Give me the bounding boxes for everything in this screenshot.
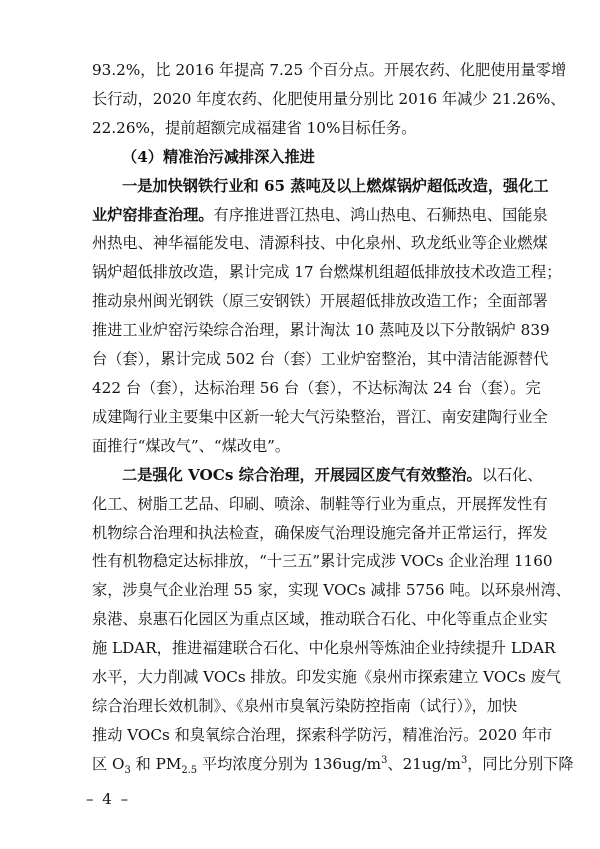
text-line <box>92 750 574 779</box>
text-line: 22.26%，提前超额完成福建省 10%目标任务。 <box>92 118 417 137</box>
subscript: 2.5 <box>181 764 198 776</box>
text-line: 泉港、泉惠石化园区为重点区域，推动联合石化、中化等重点企业实 <box>92 610 548 629</box>
text-line: 推动泉州闽光钢铁（原三安钢铁）开展超低排放改造工作；全面部署 <box>92 292 548 311</box>
text-span: 、21ug/m <box>387 754 461 773</box>
text-line: 机物综合治理和执法检查，确保废气治理设施完备并正常运行，挥发 <box>92 523 548 542</box>
text-line: 化工、树脂工艺品、印刷、喷涂、制鞋等行业为重点，开展挥发性有 <box>92 494 548 513</box>
text-line: 锅炉超低排放改造，累计完成 17 台燃煤机组超低排放技术改造工程； <box>92 263 562 282</box>
text-span: 有序推进晋江热电、鸿山热电、石狮热电、国能泉 <box>213 205 548 224</box>
page-body <box>92 56 574 779</box>
text-line: 推进工业炉窑污染综合治理，累计淘汰 10 蒸吨及以下分散锅炉 839 <box>92 321 550 340</box>
bold-lead: 一是加快钢铁行业和 65 蒸吨及以上燃煤锅炉超低改造，强化工 <box>122 176 549 195</box>
superscript: 3 <box>381 754 388 766</box>
text-line: 州热电、神华福能发电、清源科技、中化泉州、玖龙纸业等企业燃煤 <box>92 234 548 253</box>
text-line <box>92 172 549 201</box>
subscript: 3 <box>124 764 131 776</box>
text-line: 施 LDAR，推进福建联合石化、中化泉州等炼油企业持续提升 LDAR <box>92 639 556 658</box>
superscript: 3 <box>460 754 468 766</box>
text-line: 93.2%，比 2016 年提高 7.25 个百分点。开展农药、化肥使用量零增 <box>92 61 567 79</box>
bold-lead: 业炉窑排查治理。 <box>92 205 214 224</box>
text-line: 综合治理长效机制》、《泉州市臭氧污染防控指南（试行）》，加快 <box>92 696 518 715</box>
text-line: 面推行“煤改气”、“煤改电”。 <box>92 436 291 455</box>
text-line: 推动 VOCs 和臭氧综合治理，探索科学防污，精准治污。2020 年市 <box>92 725 553 744</box>
text-line: 成建陶行业主要集中区新一轮大气污染整治，晋江、南安建陶行业全 <box>92 407 548 426</box>
text-span: ，同比分别下降 <box>467 754 574 773</box>
text-line <box>92 201 548 230</box>
text-line: 长行动，2020 年度农药、化肥使用量分别比 2016 年减少 21.26%、 <box>92 89 566 108</box>
text-span: 以石化、 <box>481 465 543 484</box>
section-heading: （4）精准治污减排深入推进 <box>122 147 315 166</box>
text-span: 平均浓度分别为 136ug/m <box>197 754 382 773</box>
bold-lead: 二是强化 VOCs 综合治理，开展园区废气有效整治。 <box>122 465 482 484</box>
text-span: 和 PM <box>130 754 182 773</box>
text-span: 区 O <box>92 754 125 773</box>
text-line: 家，涉臭气企业治理 55 家，实现 VOCs 减排 5756 吨。以环泉州湾、 <box>92 581 571 600</box>
text-line: 422 台（套），达标治理 56 台（套），不达标淘汰 24 台（套）。完 <box>92 378 541 397</box>
text-line: 台（套），累计完成 502 台（套）工业炉窑整治，其中清洁能源替代 <box>92 350 549 369</box>
text-line: 水平，大力削减 VOCs 排放。印发实施《泉州市探索建立 VOCs 废气 <box>92 668 561 687</box>
page-number: – 4 – <box>86 790 131 808</box>
text-line: 性有机物稳定达标排放，“十三五”累计完成涉 VOCs 企业治理 1160 <box>92 552 553 571</box>
text-line <box>92 461 543 490</box>
